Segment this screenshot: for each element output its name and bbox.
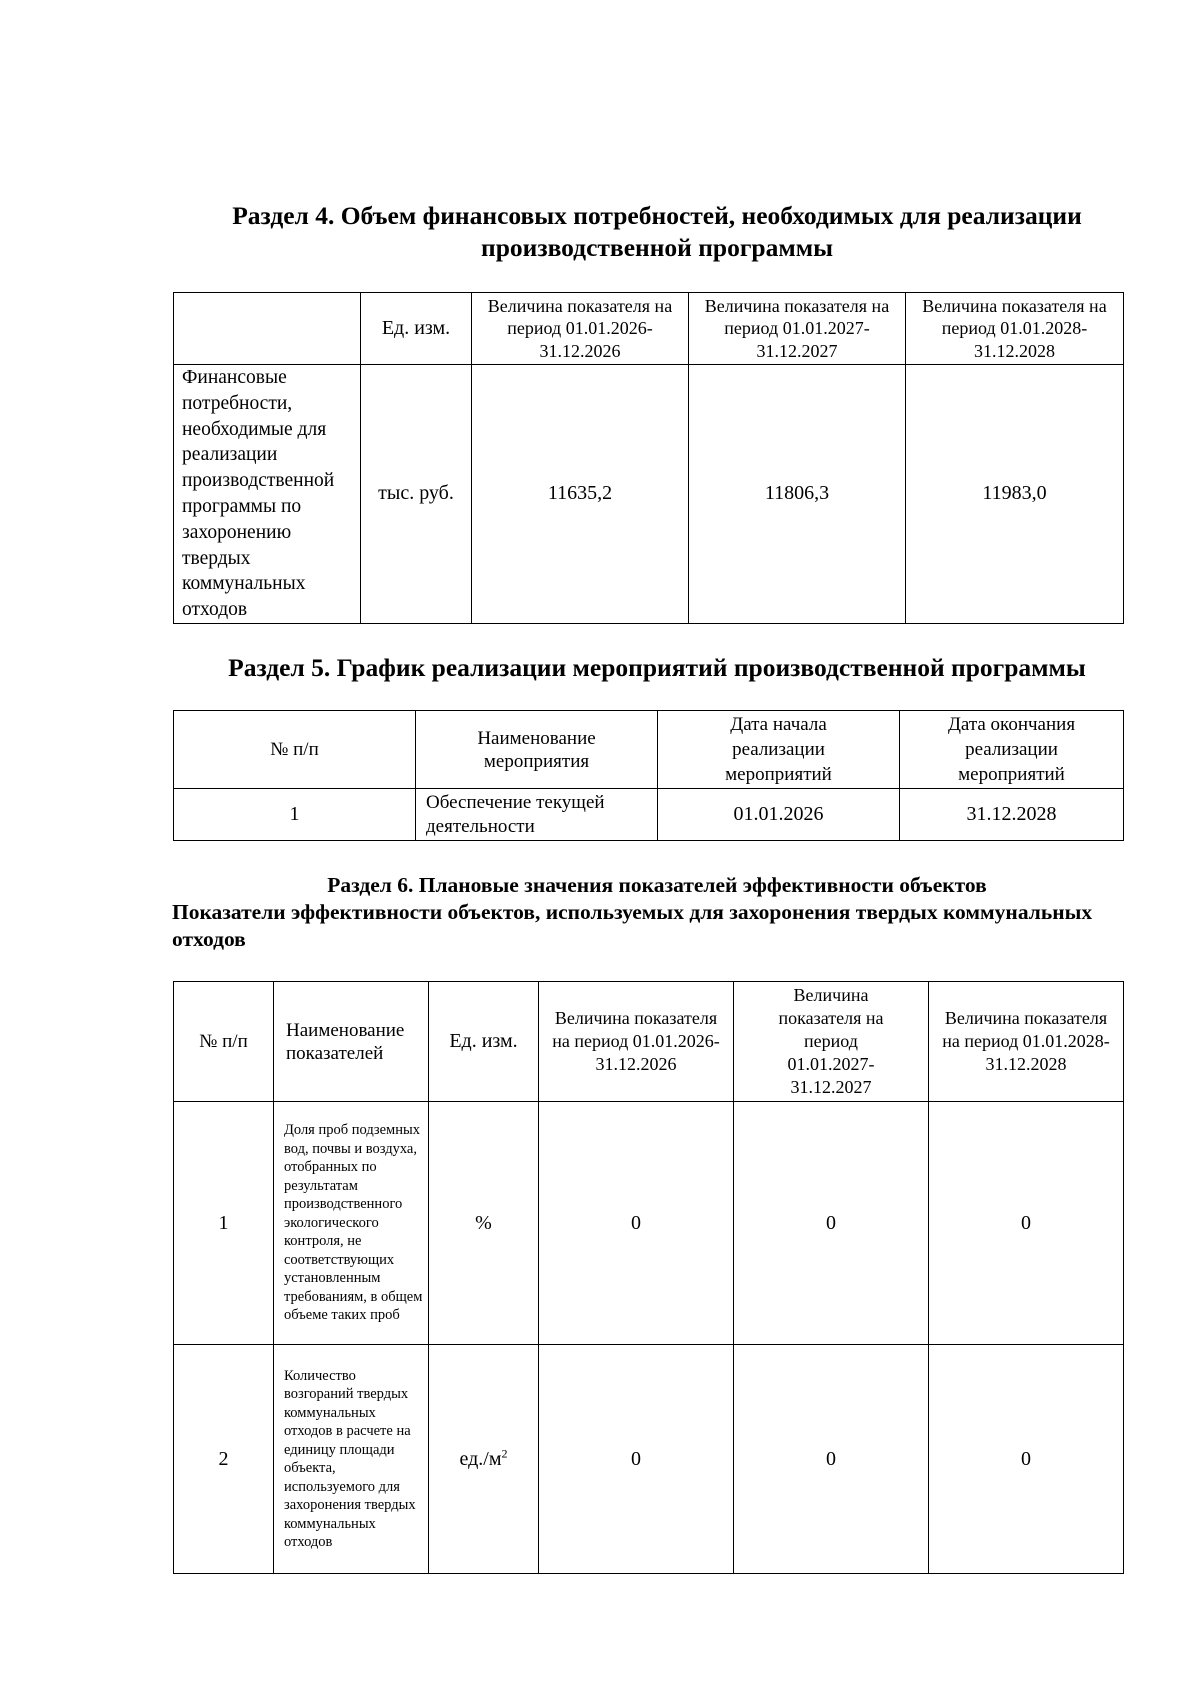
- row-value-2028: 0: [929, 1345, 1124, 1574]
- table-row: [174, 789, 1124, 841]
- row-value-2028: 0: [929, 1102, 1124, 1345]
- header-cell-name: Наименование мероприятия: [416, 711, 658, 789]
- row-value-2027: 0: [734, 1345, 929, 1574]
- header-cell-2028: Величина показателя на период 01.01.2028-31.12.2028: [929, 982, 1124, 1102]
- header-cell-number: № п/п: [174, 711, 416, 789]
- row-value-2027: 11806,3: [689, 365, 906, 624]
- row-value-2028: 11983,0: [906, 365, 1124, 624]
- header-cell-end: Дата окончания реализации мероприятий: [900, 711, 1124, 789]
- row-name: Доля проб подземных вод, почвы и воздуха, отобранных по результатам производственного экологического контроля, не соответствующих установленным требованиям, в общем объеме таких проб: [274, 1102, 429, 1345]
- section-5-title: Раздел 5. График реализации мероприятий производственной программы: [228, 653, 1086, 682]
- header-cell-empty: [174, 293, 361, 365]
- row-end-date: 31.12.2028: [900, 789, 1124, 841]
- header-cell-number: № п/п: [174, 982, 274, 1102]
- row-number: 2: [174, 1345, 274, 1574]
- row-value-2026: 11635,2: [472, 365, 689, 624]
- row-name: Количество возгораний твердых коммунальных отходов в расчете на единицу площади объекта, используемого для захоронения твердых коммунальных отходов: [274, 1345, 429, 1574]
- table-header-row: [174, 982, 1124, 1102]
- efficiency-indicators-table: [173, 981, 1124, 1574]
- header-cell-2026: Величина показателя на период 01.01.2026-31.12.2026: [539, 982, 734, 1102]
- row-name: Обеспечение текущей деятельности: [416, 789, 658, 841]
- header-cell-2026: Величина показателя на период 01.01.2026-31.12.2026: [472, 293, 689, 365]
- section-4-title-line1: Раздел 4. Объем финансовых потребностей, необходимых для реализации: [232, 201, 1082, 230]
- table-header-row: [174, 711, 1124, 789]
- header-cell-start: Дата начала реализации мероприятий: [658, 711, 900, 789]
- row-value-2026: 0: [539, 1102, 734, 1345]
- section-6-title-line2: Показатели эффективности объектов, используемых для захоронения твердых коммунальных отходов: [172, 900, 1093, 951]
- table-row: [174, 1102, 1124, 1345]
- header-cell-2027: Величина показателя на период 01.01.2027-31.12.2027: [734, 982, 929, 1102]
- section-4-title: [172, 200, 1142, 264]
- unit-text: ед./м: [459, 1447, 502, 1470]
- financial-needs-table: [173, 292, 1124, 624]
- unit-superscript: 2: [501, 1445, 508, 1460]
- section-6-title: [172, 872, 1142, 953]
- header-cell-unit: Ед. изм.: [361, 293, 472, 365]
- row-number: 1: [174, 789, 416, 841]
- row-unit: тыс. руб.: [361, 365, 472, 624]
- row-name: Финансовые потребности, необходимые для реализации производственной программы по захоронению твердых коммунальных отходов: [174, 365, 361, 624]
- table-row: [174, 1345, 1124, 1574]
- row-unit: [429, 1345, 539, 1574]
- table-row: [174, 365, 1124, 624]
- table-header-row: [174, 293, 1124, 365]
- header-cell-unit: Ед. изм.: [429, 982, 539, 1102]
- row-value-2026: 0: [539, 1345, 734, 1574]
- section-4-title-line2: производственной программы: [481, 233, 833, 262]
- header-cell-name: Наименование показателей: [274, 982, 429, 1102]
- row-start-date: 01.01.2026: [658, 789, 900, 841]
- row-number: 1: [174, 1102, 274, 1345]
- header-cell-2027: Величина показателя на период 01.01.2027-31.12.2027: [689, 293, 906, 365]
- row-unit: %: [429, 1102, 539, 1345]
- header-cell-2028: Величина показателя на период 01.01.2028-31.12.2028: [906, 293, 1124, 365]
- schedule-table: [173, 710, 1124, 841]
- section-6-title-line1: Раздел 6. Плановые значения показателей эффективности объектов: [327, 873, 987, 897]
- row-value-2027: 0: [734, 1102, 929, 1345]
